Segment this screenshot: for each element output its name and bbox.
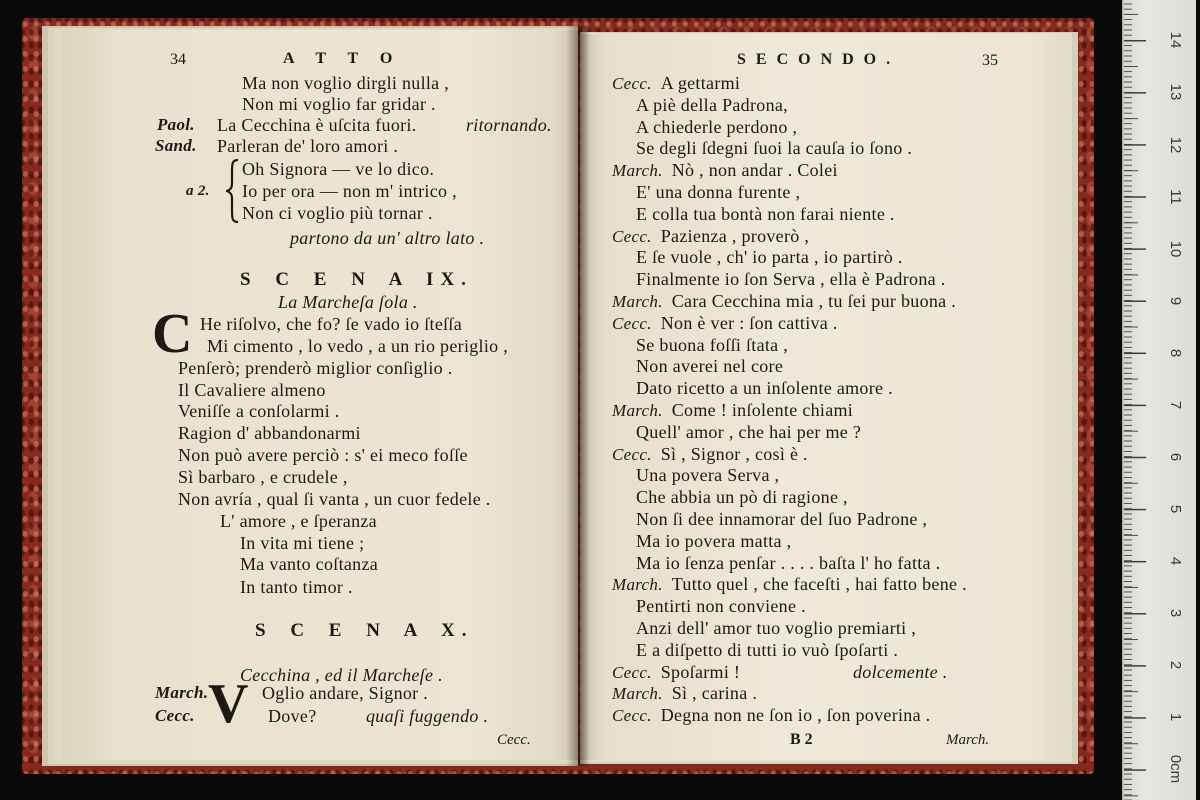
verse-text: Oglio andare, Signor .: [262, 683, 429, 703]
speaker-label: March.: [612, 161, 663, 181]
verse-text: Come ! inſolente chiami: [671, 399, 854, 420]
verse-text: Mi cimento , lo vedo , a un rio periglio ,: [207, 336, 509, 356]
verse-line: [0, 335, 509, 357]
verse-line: E a diſpetto di tutti io vuò ſpoſarti .: [636, 639, 899, 660]
verse-line: [0, 158, 435, 180]
verse-line: Che abbia un pò di ragione ,: [636, 487, 848, 508]
speaker-label: March.: [612, 575, 663, 595]
verse-line: Ma io ſenza penſar . . . . baſta l' ho fatta .: [636, 552, 941, 573]
verse-text: Oh Signora — ve lo dico.: [242, 159, 435, 179]
curly-brace-icon: [226, 158, 240, 224]
verse-line: Ma io povera matta ,: [636, 530, 792, 551]
speaker-label: Paol.: [157, 115, 195, 134]
dialogue-line: [612, 444, 1062, 466]
verse-text: Ma non voglio dirgli nulla ,: [242, 73, 450, 93]
verse-text: Non avría , qual ſi vanta , un cuor fedele .: [178, 489, 491, 509]
characters-text: La Marcheſa ſola .: [278, 292, 418, 312]
verse-line: Dato ricetto a un inſolente amore .: [636, 378, 893, 399]
verse-line: E' una donna furente ,: [636, 181, 801, 202]
ruler-label: 12: [1167, 136, 1184, 154]
verse-text: He riſolvo, che fo? ſe vado io ſteſſa: [200, 314, 463, 334]
dialogue-line: [612, 291, 1062, 313]
verse-text: Il Cavaliere almeno: [178, 380, 326, 400]
characters-text: Cecchina , ed il Marcheſe .: [240, 665, 443, 685]
drop-cap: V: [208, 673, 249, 735]
verse-line: [0, 532, 365, 554]
verse-text: Spoſarmi !: [660, 661, 741, 682]
dialogue-line: [612, 574, 1062, 596]
verse-line: [0, 466, 348, 488]
ruler-label: 2: [1167, 660, 1184, 670]
speaker-label: March.: [155, 683, 209, 702]
verse-line: [0, 72, 450, 94]
verse-line: Finalmente io ſon Serva , ella è Padrona .: [636, 269, 946, 290]
verse-text: Ragion d' abbandonarmi: [178, 423, 361, 443]
verse-text: Non può avere perciò : s' ei meco foſſe: [178, 445, 468, 465]
verse-line: Non averei nel core: [636, 356, 784, 377]
stage-direction: partono da un' altro lato .: [290, 228, 485, 248]
ruler-label: 11: [1167, 189, 1184, 205]
dialogue-line: [612, 705, 1062, 727]
drop-cap: C: [152, 303, 193, 365]
dialogue-line: [0, 135, 399, 157]
verse-line: Anzi dell' amor tuo voglio premiarti ,: [636, 617, 917, 638]
verse-line: Non ſi dee innamorar del ſuo Padrone ,: [636, 508, 928, 529]
verse-line: [0, 576, 353, 598]
speaker-label: Cecc.: [612, 662, 652, 682]
verse-line: E colla tua bontà non farai niente .: [636, 203, 895, 224]
ruler-label: 10: [1167, 240, 1184, 258]
verse-line: A piè della Padrona,: [636, 94, 788, 115]
verse-text: Degna non ne ſon io , ſon poverina .: [660, 705, 931, 726]
stage-direction: dolcemente .: [853, 661, 948, 682]
ruler-label: 8: [1167, 348, 1184, 358]
verse-text: Parleran de' loro amori .: [217, 136, 399, 156]
verse-text: Cara Cecchina mia , tu ſei pur buona .: [671, 290, 957, 311]
dialogue-line: [612, 400, 1062, 422]
verse-line: A chiederle perdono ,: [636, 116, 798, 137]
scene-heading: S C E N A IX.: [240, 269, 473, 290]
dialogue-line: [612, 226, 1062, 248]
verse-line: Se degli ſdegni ſuoi la cauſa io ſono .: [636, 138, 913, 159]
page-number: 35: [982, 52, 998, 69]
verse-line: [0, 202, 433, 224]
verse-text: In tanto timor .: [240, 577, 353, 597]
ruler-label: 0cm: [1167, 754, 1184, 784]
verse-text: Sì , Signor , così è .: [660, 443, 808, 464]
speaker-label: March.: [612, 291, 663, 311]
speaker-label: March.: [612, 684, 663, 704]
ruler-label: 7: [1167, 400, 1184, 410]
verse-line: Pentirti non conviene .: [636, 596, 806, 617]
verse-line: [0, 400, 340, 422]
verse-text: A gettarmi: [660, 73, 741, 93]
speaker-label: Cecc.: [612, 313, 652, 333]
verse-text: Nò , non andar . Colei: [671, 160, 838, 181]
dialogue-line: [0, 114, 552, 136]
ruler-label: 14: [1167, 31, 1184, 49]
ruler-label: 9: [1167, 296, 1184, 306]
book-gutter: [566, 26, 590, 766]
right-page-verses: [612, 73, 1062, 727]
ruler-label: 6: [1167, 452, 1184, 462]
duet-label: a 2.: [186, 183, 210, 199]
speaker-label: Cecc.: [612, 444, 652, 464]
catchword: March.: [946, 732, 990, 748]
dialogue-line: [0, 682, 429, 704]
verse-text: Sì , carina .: [671, 683, 758, 704]
running-head: A T T O: [283, 50, 402, 67]
dialogue-line: [612, 73, 1062, 95]
signature-mark: B 2: [790, 731, 813, 748]
verse-line: [0, 553, 379, 575]
catchword: Cecc.: [497, 732, 531, 748]
verse-line: [0, 422, 361, 444]
verse-text: Non ci voglio più tornar .: [242, 203, 433, 223]
dialogue-line: [612, 662, 1062, 684]
stage-direction: ritornando.: [466, 115, 552, 135]
verse-line: [0, 357, 453, 379]
ruler-cm-ticks: [1124, 0, 1146, 800]
verse-line: [0, 510, 377, 532]
speaker-label: Cecc.: [612, 706, 652, 726]
verse-text: Veniſſe a conſolarmi .: [178, 401, 340, 421]
verse-text: Tutto quel , che faceſti , hai fatto bene .: [671, 574, 967, 595]
page-number: 34: [170, 51, 186, 68]
ruler-label: 4: [1167, 556, 1184, 566]
speaker-label: Cecc.: [612, 74, 652, 93]
ruler-label: 13: [1167, 83, 1184, 101]
verse-text: Dove?: [268, 706, 317, 726]
ruler-label: 1: [1167, 712, 1184, 722]
speaker-label: March.: [612, 400, 663, 420]
ruler-label: 5: [1167, 504, 1184, 514]
stage-direction: quaſi fuggendo .: [366, 706, 489, 726]
verse-text: Io per ora — non m' intrico ,: [242, 181, 457, 201]
verse-line: [0, 488, 491, 510]
verse-line: E ſe vuole , ch' io parta , io partirò .: [636, 247, 903, 268]
verse-text: Non è ver : ſon cattiva .: [660, 312, 838, 333]
verse-text: L' amore , e ſperanza: [220, 511, 377, 531]
verse-text: La Cecchina è uſcita fuori.: [217, 115, 417, 135]
verse-line: [0, 444, 468, 466]
scene-characters: [0, 291, 418, 313]
speaker-label: Cecc.: [155, 706, 195, 725]
verse-text: Pazienza , proverò ,: [660, 225, 810, 246]
verse-line: [0, 379, 326, 401]
verse-text: Sì barbaro , e crudele ,: [178, 467, 348, 487]
speaker-label: Sand.: [155, 136, 197, 155]
verse-line: Quell' amor , che hai per me ?: [636, 421, 862, 442]
ruler-label: 3: [1167, 608, 1184, 618]
verse-line: [0, 93, 436, 115]
dialogue-line: [612, 683, 1062, 705]
dialogue-line: [612, 313, 1062, 335]
running-head: S E C O N D O .: [737, 51, 894, 68]
speaker-label: Cecc.: [612, 226, 652, 246]
dialogue-line: [612, 160, 1062, 182]
dialogue-line: [0, 705, 489, 727]
verse-text: In vita mi tiene ;: [240, 533, 365, 553]
verse-text: Ma vanto coſtanza: [240, 554, 379, 574]
scene-heading: S C E N A X.: [255, 620, 474, 641]
verse-line: Se buona foſſi ſtata ,: [636, 334, 789, 355]
stage-direction-line: [0, 227, 485, 249]
verse-line: Una povera Serva ,: [636, 465, 780, 486]
verse-text: Non mi voglio far gridar .: [242, 94, 436, 114]
verse-line: [0, 313, 463, 335]
verse-text: Penſerò; prenderò miglior conſiglio .: [178, 358, 453, 378]
